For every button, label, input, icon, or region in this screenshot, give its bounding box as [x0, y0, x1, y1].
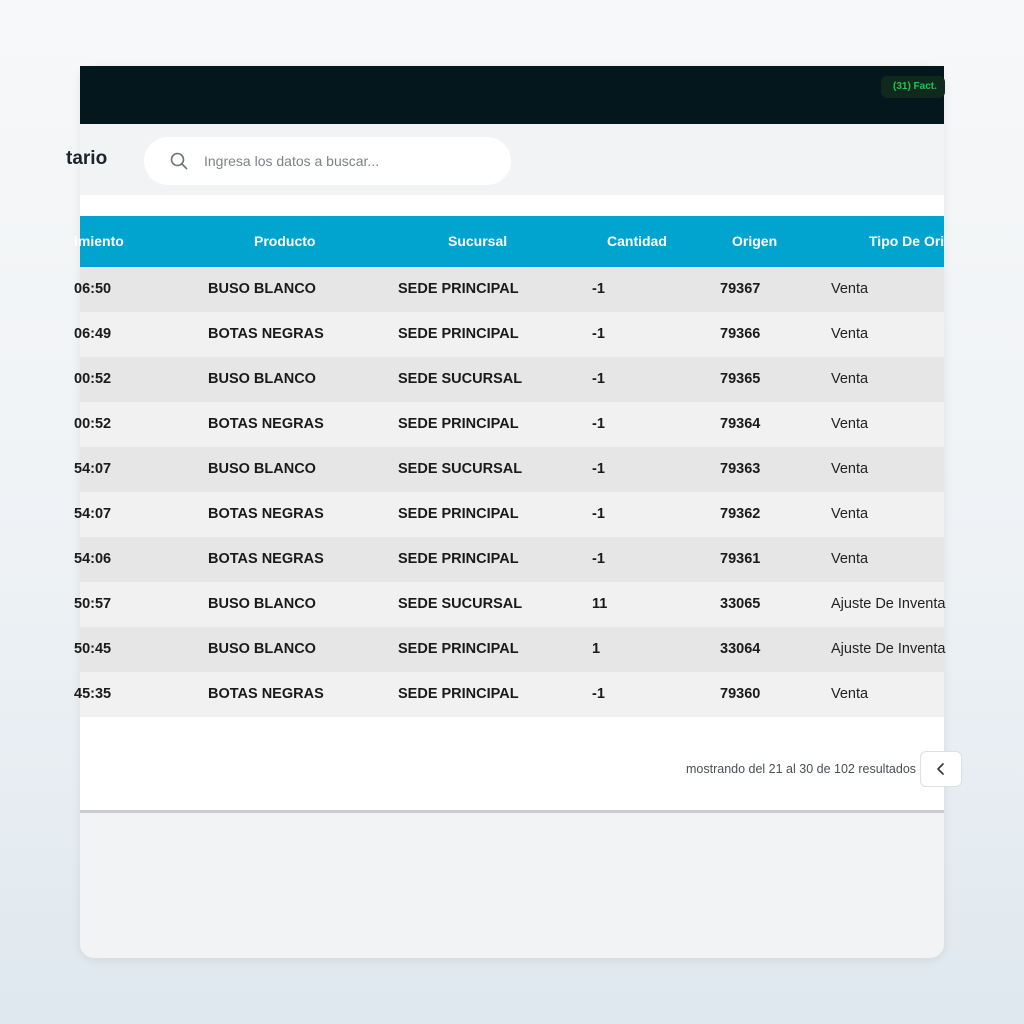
- search-input[interactable]: [202, 152, 486, 170]
- cell-origen: 33064: [720, 641, 761, 657]
- cell-time: 06:50: [74, 281, 112, 297]
- cell-tipo: Ajuste De Inventa: [831, 641, 946, 657]
- cell-cantidad: -1: [592, 371, 605, 387]
- cell-sucursal: SEDE PRINCIPAL: [398, 551, 519, 567]
- cell-tipo: Venta: [831, 686, 869, 702]
- search-box[interactable]: [144, 137, 511, 185]
- cell-cantidad: -1: [592, 686, 605, 702]
- table-row[interactable]: [74, 537, 944, 582]
- cell-time: 00:52: [74, 371, 112, 387]
- table-row[interactable]: [74, 582, 946, 627]
- cell-tipo: Venta: [831, 326, 869, 342]
- cell-sucursal: SEDE PRINCIPAL: [398, 641, 519, 657]
- cell-cantidad: -1: [592, 551, 605, 567]
- column-header-tipo[interactable]: Tipo De Ori: [869, 233, 945, 249]
- cell-origen: 79364: [720, 416, 761, 432]
- cell-origen: 79363: [720, 461, 761, 477]
- cell-origen: 79360: [720, 686, 761, 702]
- table-row[interactable]: [74, 312, 944, 357]
- cell-sucursal: SEDE PRINCIPAL: [398, 416, 519, 432]
- cell-producto: BOTAS NEGRAS: [208, 686, 324, 702]
- table-row[interactable]: [74, 402, 944, 447]
- cell-origen: 79362: [720, 506, 761, 522]
- cell-producto: BUSO BLANCO: [208, 371, 316, 387]
- table-panel: [74, 195, 946, 813]
- cell-time: 54:07: [74, 461, 112, 477]
- column-header-producto[interactable]: Producto: [254, 233, 316, 249]
- cell-producto: BOTAS NEGRAS: [208, 551, 324, 567]
- column-header-sucursal[interactable]: Sucursal: [448, 233, 508, 249]
- table-row[interactable]: [74, 267, 944, 312]
- cell-producto: BOTAS NEGRAS: [208, 326, 324, 342]
- cell-producto: BOTAS NEGRAS: [208, 416, 324, 432]
- table-row[interactable]: [74, 627, 946, 672]
- cell-time: 54:06: [74, 551, 112, 567]
- cell-origen: 33065: [720, 596, 761, 612]
- cell-sucursal: SEDE PRINCIPAL: [398, 686, 519, 702]
- pagination-summary: mostrando del 21 al 30 de 102 resultados: [686, 762, 917, 776]
- cell-producto: BUSO BLANCO: [208, 281, 316, 297]
- table-row[interactable]: [74, 672, 944, 717]
- cell-tipo: Venta: [831, 506, 869, 522]
- app-window: [66, 66, 946, 958]
- cell-time: 50:45: [74, 641, 112, 657]
- invoice-count-badge[interactable]: (31) Fact.: [881, 76, 945, 98]
- table-row[interactable]: [74, 447, 944, 492]
- cell-producto: BUSO BLANCO: [208, 461, 316, 477]
- column-header-origen[interactable]: Origen: [732, 233, 778, 249]
- cell-cantidad: -1: [592, 461, 605, 477]
- previous-page-button[interactable]: [920, 751, 962, 787]
- cell-origen: 79367: [720, 281, 761, 297]
- cell-time: 54:07: [74, 506, 112, 522]
- column-header-cantidad[interactable]: Cantidad: [607, 233, 667, 249]
- table-header: [74, 216, 945, 267]
- cell-time: 06:49: [74, 326, 112, 342]
- cell-sucursal: SEDE PRINCIPAL: [398, 281, 519, 297]
- cell-tipo: Venta: [831, 461, 869, 477]
- cell-cantidad: -1: [592, 506, 605, 522]
- cell-tipo: Venta: [831, 371, 869, 387]
- cell-tipo: Venta: [831, 551, 869, 567]
- cell-cantidad: -1: [592, 281, 605, 297]
- table-row[interactable]: [74, 357, 944, 402]
- search-icon: [170, 152, 188, 170]
- cell-tipo: Venta: [831, 416, 869, 432]
- cell-origen: 79365: [720, 371, 761, 387]
- cell-cantidad: 1: [592, 641, 601, 657]
- page-title: tario: [66, 148, 108, 169]
- top-bar: [80, 66, 944, 124]
- cell-sucursal: SEDE SUCURSAL: [398, 371, 523, 387]
- table-row[interactable]: [74, 492, 944, 537]
- table-body: [74, 267, 946, 717]
- cell-time: 00:52: [74, 416, 112, 432]
- cell-sucursal: SEDE PRINCIPAL: [398, 326, 519, 342]
- cell-cantidad: -1: [592, 416, 605, 432]
- cell-tipo: Venta: [831, 281, 869, 297]
- cell-producto: BUSO BLANCO: [208, 641, 316, 657]
- cell-tipo: Ajuste De Inventa: [831, 596, 946, 612]
- cell-producto: BUSO BLANCO: [208, 596, 316, 612]
- cell-origen: 79361: [720, 551, 761, 567]
- cell-cantidad: 11: [592, 596, 608, 612]
- cell-time: 50:57: [74, 596, 112, 612]
- cell-producto: BOTAS NEGRAS: [208, 506, 324, 522]
- cell-sucursal: SEDE PRINCIPAL: [398, 506, 519, 522]
- column-header-movimiento[interactable]: imiento: [74, 233, 124, 249]
- cell-cantidad: -1: [592, 326, 605, 342]
- cell-sucursal: SEDE SUCURSAL: [398, 461, 523, 477]
- cell-time: 45:35: [74, 686, 112, 702]
- chevron-left-icon: [936, 762, 946, 776]
- cell-sucursal: SEDE SUCURSAL: [398, 596, 523, 612]
- cell-origen: 79366: [720, 326, 761, 342]
